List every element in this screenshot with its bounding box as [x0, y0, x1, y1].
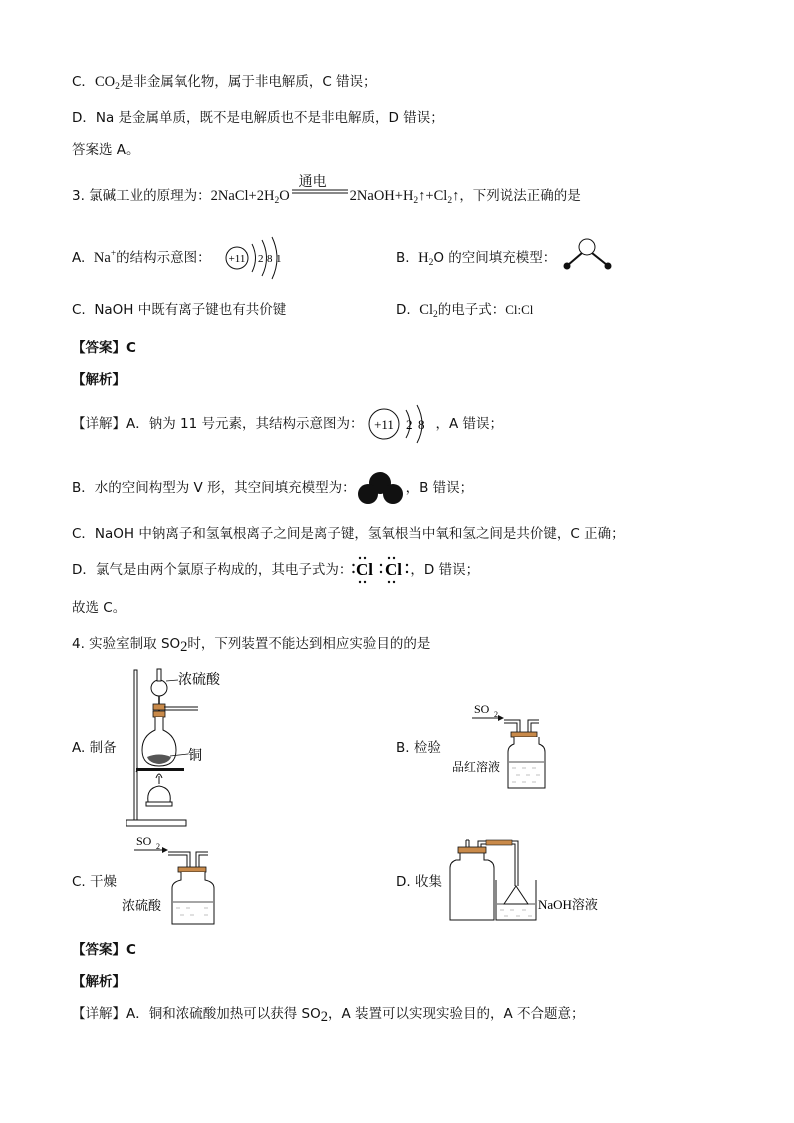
svg-text:2: 2 — [494, 710, 498, 719]
svg-text:2: 2 — [405, 417, 412, 432]
svg-text:1: 1 — [276, 253, 282, 265]
q3-conclusion: 故选 C。 — [72, 600, 127, 616]
svg-text:2: 2 — [258, 253, 264, 265]
q4-option-a-label: A. 制备 — [72, 740, 117, 756]
q3-analysis-heading: 【解析】 — [72, 372, 126, 388]
q3-option-a: A. Na+的结构示意图： — [72, 249, 211, 266]
svg-text:8: 8 — [417, 417, 424, 432]
q3-option-c: C. NaOH 中既有离子键也有共价键 — [72, 302, 287, 318]
prev-option-d-explanation: D．Na 是金属单质，既不是电解质也不是非电解质，D 错误； — [72, 110, 444, 126]
q4-preparation-apparatus — [126, 664, 246, 828]
reaction-condition-arrow — [291, 174, 349, 206]
q3-detail-d: D．氯气是由两个氯原子构成的，其电子式为： Cl Cl ，D 错误； — [72, 560, 479, 580]
q4-answer: 【答案】C — [72, 942, 136, 958]
svg-text:品红溶液: 品红溶液 — [452, 760, 501, 774]
water-space-filling-model — [356, 468, 406, 508]
q4-option-b-label: B. 检验 — [396, 740, 441, 756]
prev-option-c-explanation: C．$CO_2$是非金属氧化物，属于非电解质，C 错误； — [72, 74, 377, 92]
q4-option-d-label: D. 收集 — [396, 874, 442, 890]
svg-text:+11: +11 — [373, 417, 394, 432]
q4-detail-a: 【详解】A．铜和浓硫酸加热可以获得 $SO_2$，A 装置可以实现实验目的，A 不合题意； — [72, 1006, 585, 1025]
q4-collection-apparatus — [446, 838, 616, 926]
q3-detail-a: 【详解】A．钠为 11 号元素，其结构示意图为： +11 2 8 ，A 错误； — [72, 414, 503, 434]
so2-label-c: SO — [136, 834, 152, 848]
sodium-ion-structure-diagram-correct — [364, 402, 436, 446]
svg-text:铜: 铜 — [188, 749, 202, 764]
sodium-ion-structure-diagram-wrong — [222, 236, 292, 280]
q3-stem: 3. 氯碱工业的原理为：$2NaCl+2H_2O$ 通电 $2NaOH+H_2↑+Cl_2↑$，下列说法正确的是 — [72, 174, 581, 206]
reaction-condition: 通电 — [298, 174, 327, 190]
q3-detail-b: B．水的空间构型为 V 形，其空间填充模型为： ，B 错误； — [72, 478, 473, 498]
svg-text:NaOH溶液: NaOH溶液 — [538, 897, 598, 912]
q3-option-d: D. $Cl_2$的电子式：Cl:Cl — [396, 302, 534, 320]
so2-label-b: SO — [474, 702, 490, 716]
prev-answer: 答案选 A。 — [72, 142, 140, 158]
q4-stem: 4. 实验室制取 $SO_2$时，下列装置不能达到相应实验目的的是 — [72, 636, 431, 655]
svg-text:Cl: Cl — [385, 560, 403, 579]
q3-option-b: B. $H_2O$ 的空间填充模型： — [396, 250, 557, 268]
q4-drying-apparatus — [120, 830, 220, 930]
q3-answer: 【答案】C — [72, 340, 136, 356]
water-ball-stick-model — [560, 236, 616, 276]
svg-text:浓硫酸: 浓硫酸 — [178, 673, 220, 688]
svg-text:+11: +11 — [228, 253, 246, 265]
q3-detail-c: C．NaOH 中钠离子和氢氧根离子之间是离子键，氢氧根当中氧和氢之间是共价键，C 正确； — [72, 526, 625, 542]
svg-text:浓硫酸: 浓硫酸 — [122, 898, 162, 913]
q4-option-c-label: C. 干燥 — [72, 874, 118, 890]
chlorine-electron-formula — [352, 555, 410, 585]
svg-text:8: 8 — [267, 253, 273, 265]
svg-text:2: 2 — [156, 842, 160, 851]
q4-analysis-heading: 【解析】 — [72, 974, 126, 990]
svg-text:Cl: Cl — [356, 560, 374, 579]
q4-test-apparatus — [450, 698, 560, 794]
